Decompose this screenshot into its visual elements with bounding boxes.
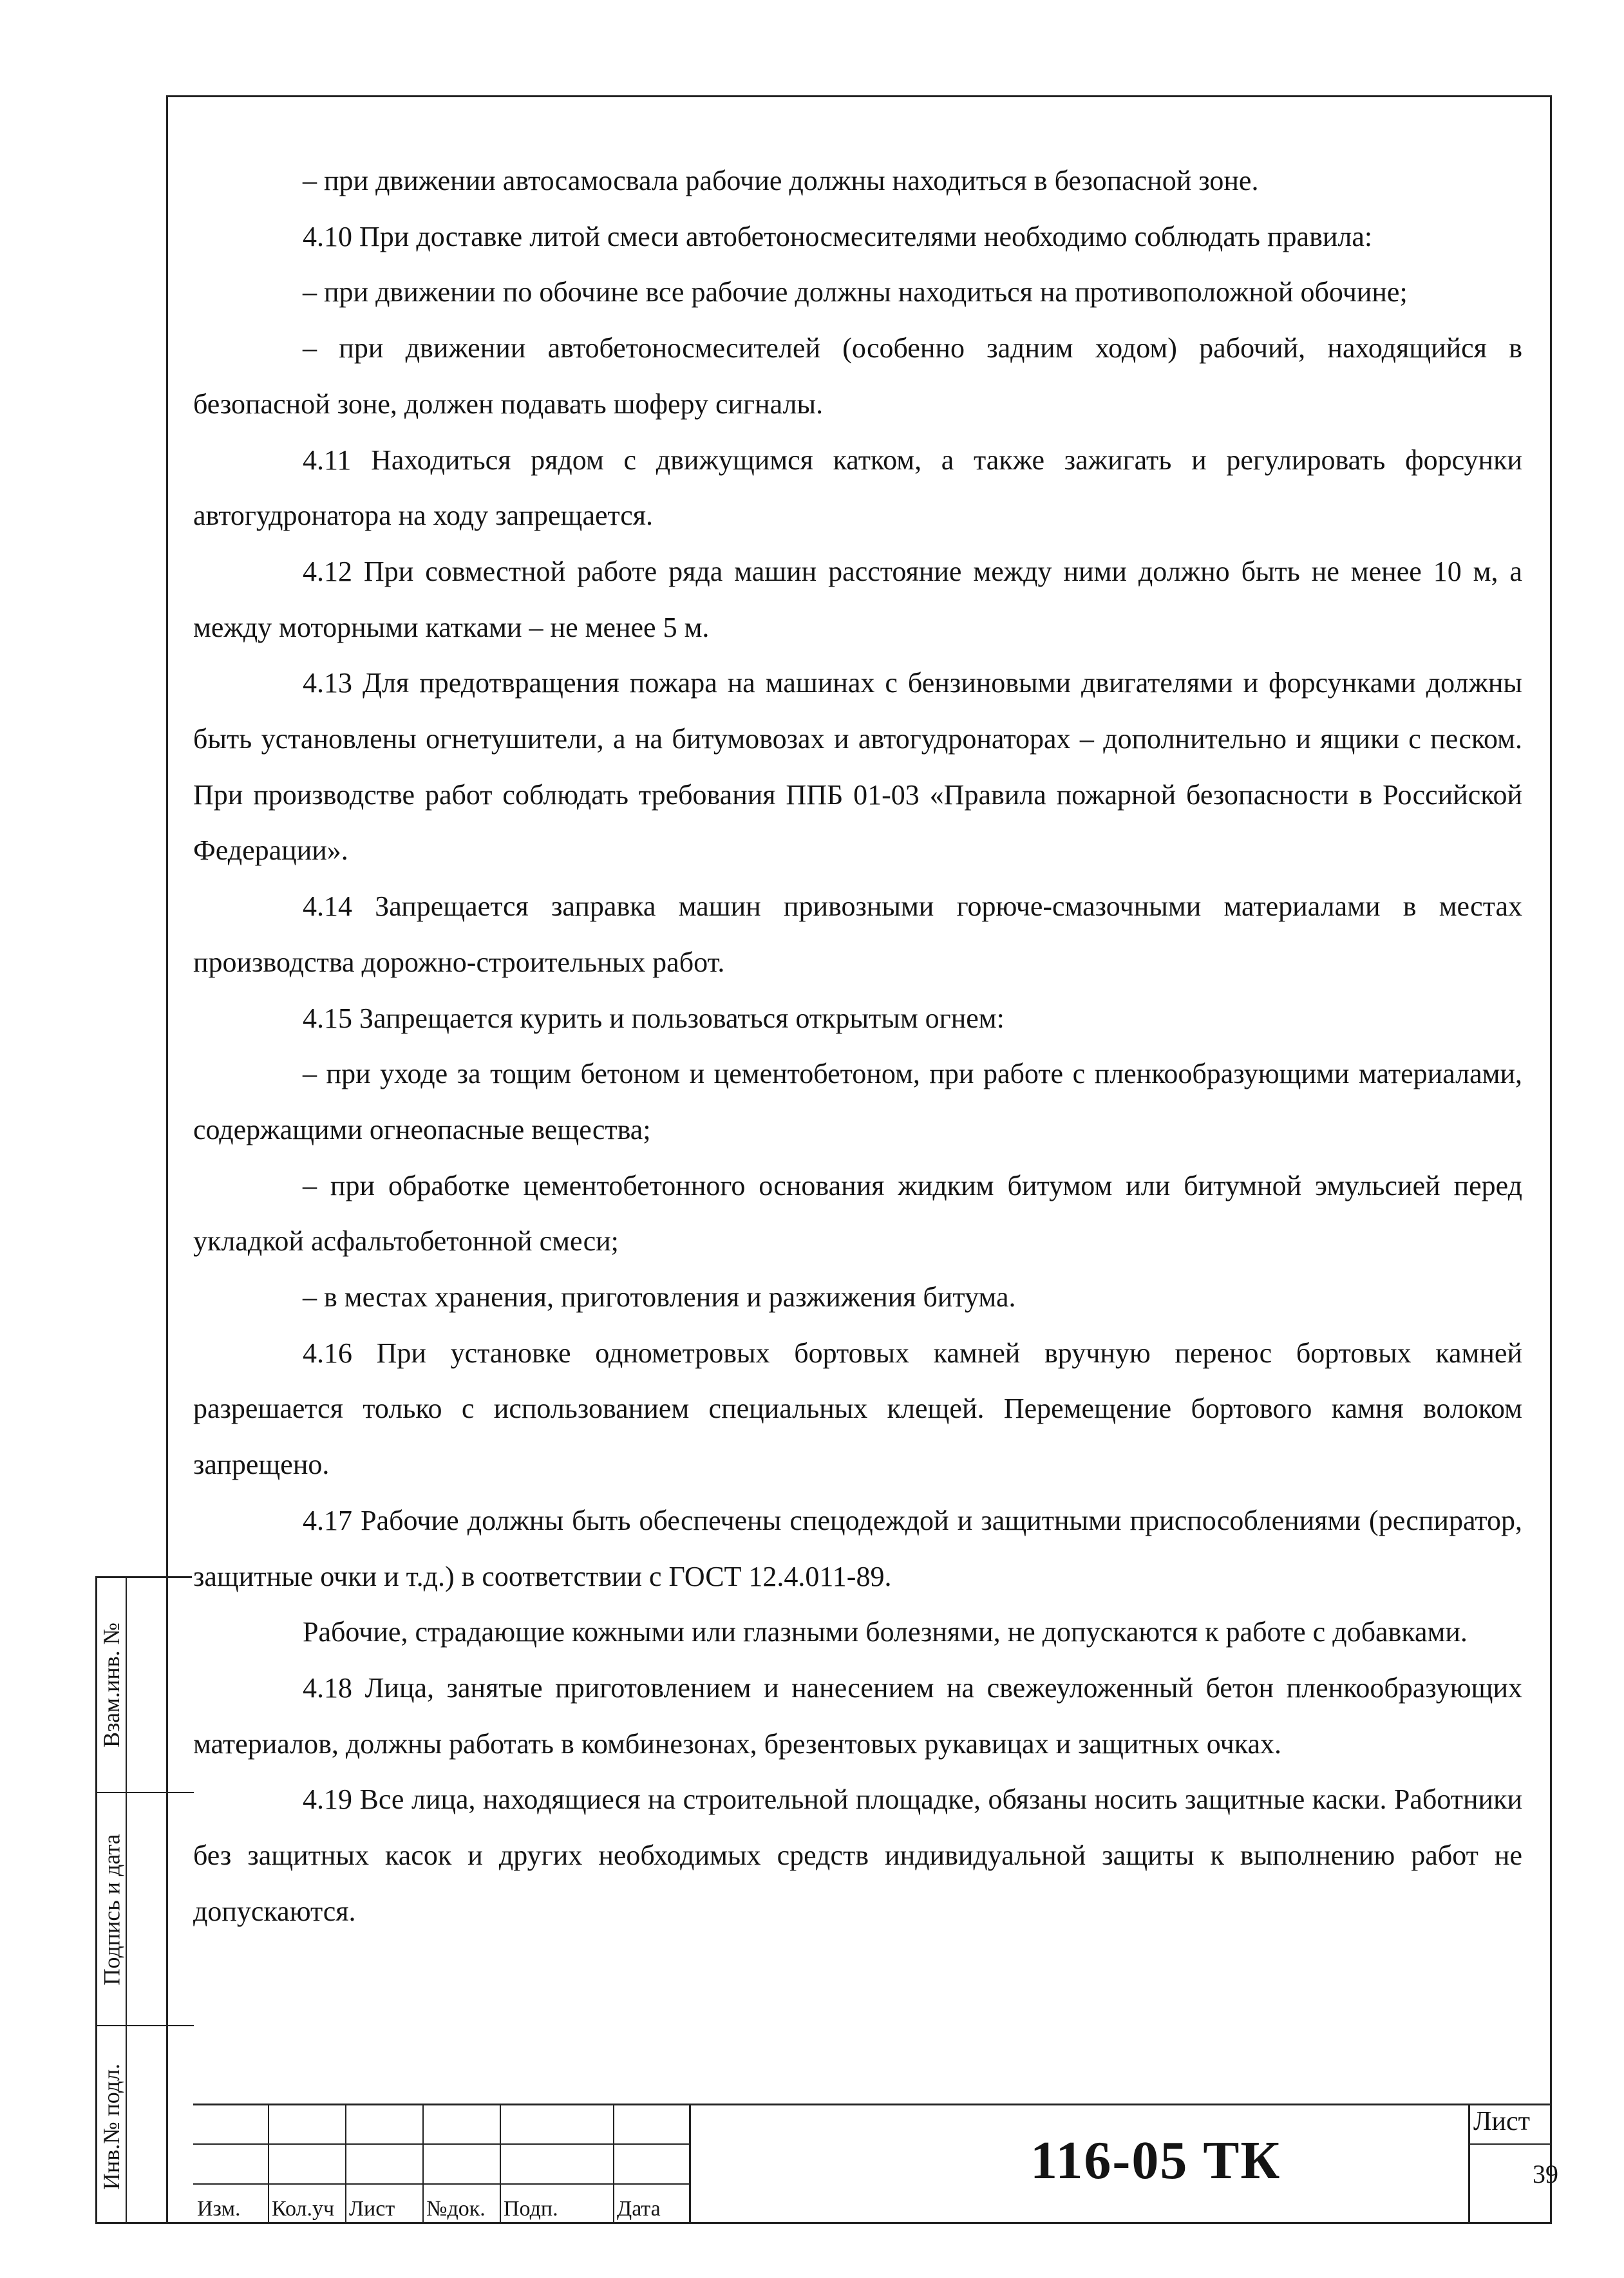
side-stamp-vzam-label: Взам.инв. № [99,1623,124,1747]
paragraph: 4.15 Запрещается курить и пользоваться открытым огнем: [303,1002,1005,1034]
paragraph: 4.14 Запрещается заправка машин привозными горюче-смазочными материалами в местах производства дорожно-строительных работ. [193,890,1522,978]
title-block-column-rule [613,2104,614,2224]
paragraph: 4.13 Для предотвращения пожара на машинах с бензиновыми двигателями и форсунками должны быть установлены огнетушители, а на битумовозах и автогудронаторах – дополнительно и ящики с песком. При производстве работ соблюдать требования ППБ 01-03 «Правила пожарной безопасности в Российской Федерации». [193,667,1522,867]
title-block-column-label: №док. [426,2197,486,2221]
side-stamp-inv-label: Инв.№ подл. [99,2063,124,2190]
title-block-column-rule [345,2104,346,2224]
title-block-column-label: Лист [349,2197,395,2221]
side-stamp [95,1576,192,2224]
paragraph: – в местах хранения, приготовления и разжижения битума. [303,1281,1016,1313]
title-block-column-rule [422,2104,424,2224]
paragraph: – при движении автобетоносмесителей (особенно задним ходом) рабочий, находящийся в безопасной зоне, должен подавать шоферу сигналы. [193,332,1522,420]
paragraph: 4.19 Все лица, находящиеся на строительной площадке, обязаны носить защитные каски. Работники без защитных касок и других необходимых средств индивидуальной защиты к выполнению работ не допускаются. [193,1784,1522,1927]
paragraph: – при движении автосамосвала рабочие должны находиться в безопасной зоне. [303,165,1259,196]
document-body [193,153,1522,1940]
paragraph: 4.11 Находиться рядом с движущимся катком, а также зажигать и регулировать форсунки автогудронатора на ходу запрещается. [193,444,1522,532]
paragraph: 4.17 Рабочие должны быть обеспечены спецодеждой и защитными приспособлениями (респиратор, защитные очки и т.д.) в соответствии с ГОСТ 12.4.011-89. [193,1504,1522,1592]
sheet-number: 39 [1533,2160,1558,2189]
title-block-column-label: Изм. [197,2197,241,2221]
title-block [193,2104,1558,2224]
paragraph: Рабочие, страдающие кожными или глазными болезнями, не допускаются к работе с добавками. [303,1616,1468,1648]
side-stamp-podpis-cell [97,1792,126,2026]
side-stamp-inv-cell [97,2025,126,2227]
paragraph: 4.12 При совместной работе ряда машин расстояние между ними должно быть не менее 10 м, а между моторными катками – не менее 5 м. [193,555,1522,643]
title-block-column-rule [268,2104,269,2224]
side-stamp-divider [126,1792,194,1793]
paragraph: 4.18 Лица, занятые приготовлением и нанесением на свежеуложенный бетон пленкообразующих материалов, должны работать в комбинезонах, брезентовых рукавицах и защитных очках. [193,1671,1522,1760]
side-stamp-podpis-label: Подпись и дата [99,1834,125,1986]
paragraph: – при обработке цементобетонного основания жидким битумом или битумной эмульсией перед укладкой асфальтобетонной смеси; [193,1169,1522,1257]
sheet-label: Лист [1473,2107,1530,2136]
title-block-divider [1468,2104,1470,2224]
paragraph: 4.10 При доставке литой смеси автобетоносмесителями необходимо соблюдать правила: [303,220,1373,252]
title-block-column-label: Кол.уч [272,2197,335,2221]
title-block-top-rule [193,2104,1552,2105]
side-stamp-vzam-cell [97,1578,126,1792]
side-stamp-divider [126,2025,194,2026]
paragraph: – при уходе за тощим бетоном и цементобетоном, при работе с пленкообразующими материалами, содержащими огнеопасные вещества; [193,1058,1522,1145]
paragraph: – при движении по обочине все рабочие должны находиться на противоположной обочине; [303,276,1408,308]
title-block-column-label: Дата [617,2197,661,2221]
title-block-column-rule [500,2104,501,2224]
title-block-column-rule [689,2104,690,2224]
title-block-sheet-rule [1468,2143,1552,2145]
title-block-column-label: Подп. [504,2197,558,2221]
paragraph: 4.16 При установке однометровых бортовых камней вручную перенос бортовых камней разрешается только с использованием специальных клещей. Перемещение бортового камня волоком запрещено. [193,1337,1522,1481]
document-code: 116-05 ТК [1030,2131,1281,2190]
